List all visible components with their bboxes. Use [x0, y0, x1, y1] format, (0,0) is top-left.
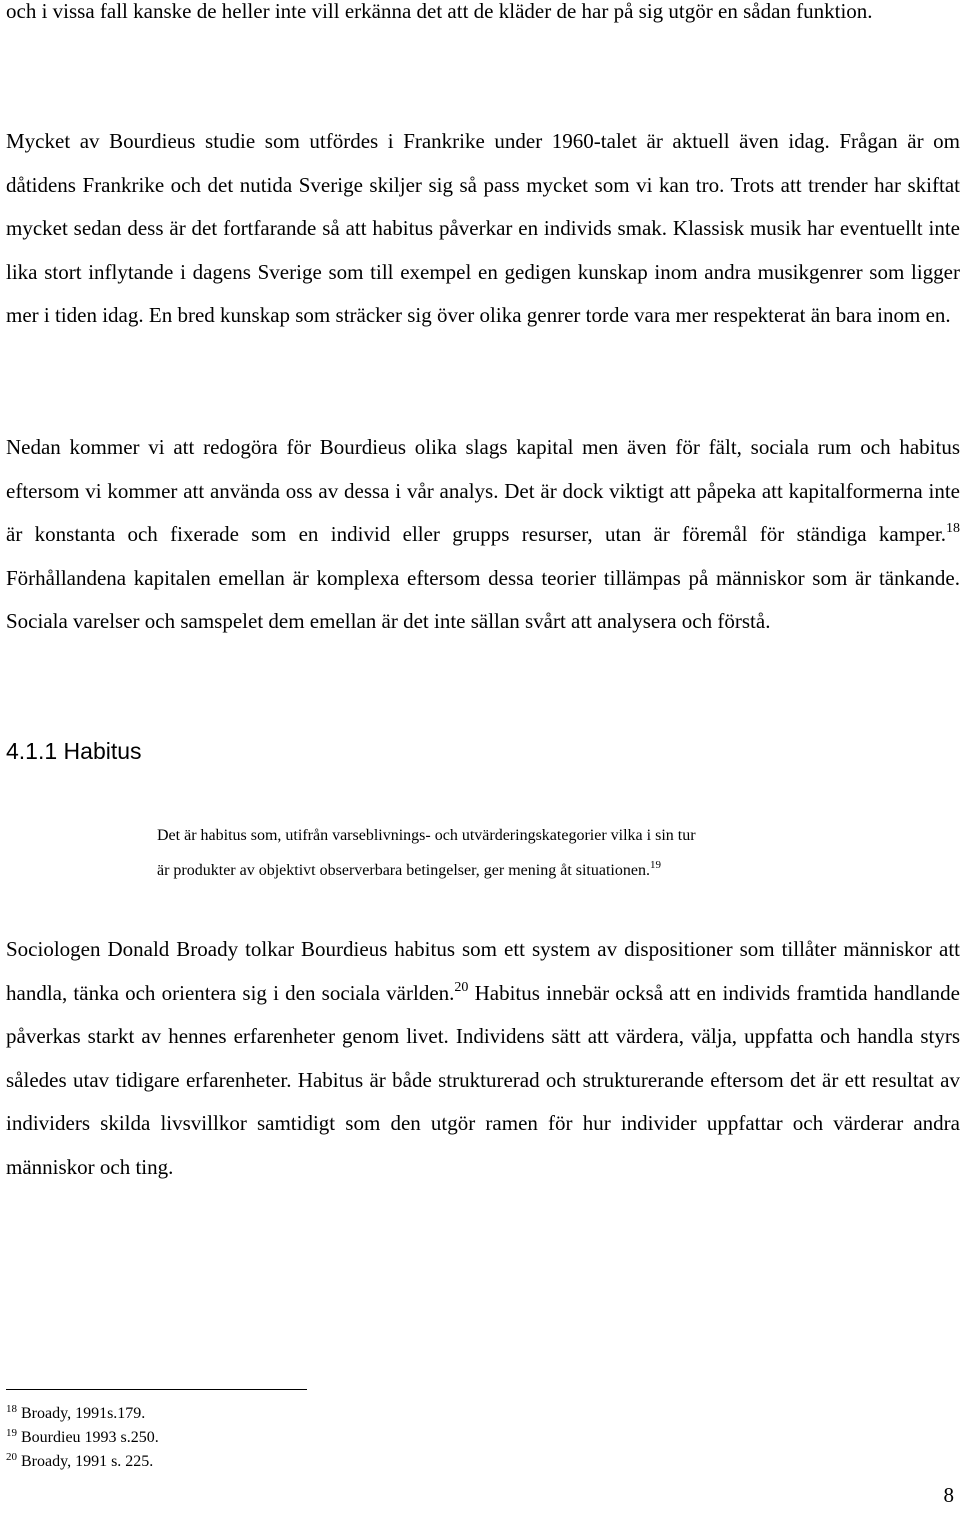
footnote-separator [6, 1389, 307, 1390]
paragraph-capital-forms [6, 426, 960, 644]
footnote-reference[interactable]: 19 [649, 859, 661, 871]
quote-line: är produkter av objektivt observerbara betingelser, ger mening åt situationen. [157, 862, 650, 879]
footnote-reference[interactable]: 20 [454, 979, 469, 995]
section-heading: 4.1.1 Habitus [6, 738, 142, 764]
footnote-item [6, 1402, 159, 1426]
footnote-number: 20 [6, 1451, 17, 1463]
footnote-text: Bourdieu 1993 s.250. [21, 1429, 159, 1446]
paragraph-bourdieu-study [6, 120, 960, 338]
paragraph-text: Habitus innebär också att en individs framtida handlande påverkas starkt av hennes erfarenheter genom livet. Individens sätt att värdera, välja, uppfatta och handla styrs således utav tidigare erfarenheter. Habitus är både strukturerad och strukturerande eftersom det är ett resultat av individers skilda livsvillkor samtidigt som den utgör ramen för hur individer uppfattar och värderar andra människor och ting. [6, 980, 960, 1179]
paragraph-text: Sociologen Donald Broady tolkar Bourdieus habitus som ett system av dispositioner som tillåter människor att handla, tänka och orientera sig i den sociala världen. [6, 937, 960, 1005]
footnote-number: 18 [6, 1403, 17, 1415]
footnote-number: 19 [6, 1427, 17, 1439]
footnote-item [6, 1426, 159, 1450]
paragraph-continued [6, 0, 960, 34]
quote-line: Det är habitus som, utifrån varseblivnings- och utvärderingskategorier vilka i sin tur [157, 827, 696, 844]
paragraph-broady-habitus [6, 928, 960, 1189]
footnote-text: Broady, 1991s.179. [21, 1405, 146, 1422]
footnote-item [6, 1450, 159, 1474]
paragraph-text: Nedan kommer vi att redogöra för Bourdieus olika slags kapital men även för fält, sociala rum och habitus eftersom vi kommer att använda oss av dessa i vår analys. Det är dock viktigt att påpeka att kapitalformerna inte är konstanta och fixerade som en individ eller grupps resurser, utan är föremål för ständiga kamper. [6, 435, 960, 546]
footnote-list [6, 1402, 159, 1474]
footnote-text: Broady, 1991 s. 225. [21, 1453, 154, 1470]
paragraph-text: och i vissa fall kanske de heller inte vill erkänna det att de kläder de har på sig utgör en sådan funktion. [6, 0, 873, 23]
paragraph-text: Förhållandena kapitalen emellan är komplexa eftersom dessa teorier tillämpas på människor som är tänkande. Sociala varelser och samspelet dem emellan är det inte sällan svårt att analysera och förstå. [6, 565, 960, 633]
footnote-reference[interactable]: 18 [946, 521, 960, 536]
page-number: 8 [943, 1483, 954, 1507]
paragraph-text: Mycket av Bourdieus studie som utfördes i Frankrike under 1960-talet är aktuell även idag. Frågan är om dåtidens Frankrike och det nutida Sverige skiljer sig så pass mycket som vi kan tro. Trots att trender har skiftat mycket sedan dess är det fortfarande så att habitus påverkar en individs smak. Klassisk musik har eventuellt inte lika stort inflytande i dagens Sverige som till exempel en gedigen kunskap inom andra musikgenrer som ligger mer i tiden idag. En bred kunskap som sträcker sig över olika genrer torde vara mer respekterat än bara inom en. [6, 129, 960, 327]
block-quote [157, 818, 857, 888]
